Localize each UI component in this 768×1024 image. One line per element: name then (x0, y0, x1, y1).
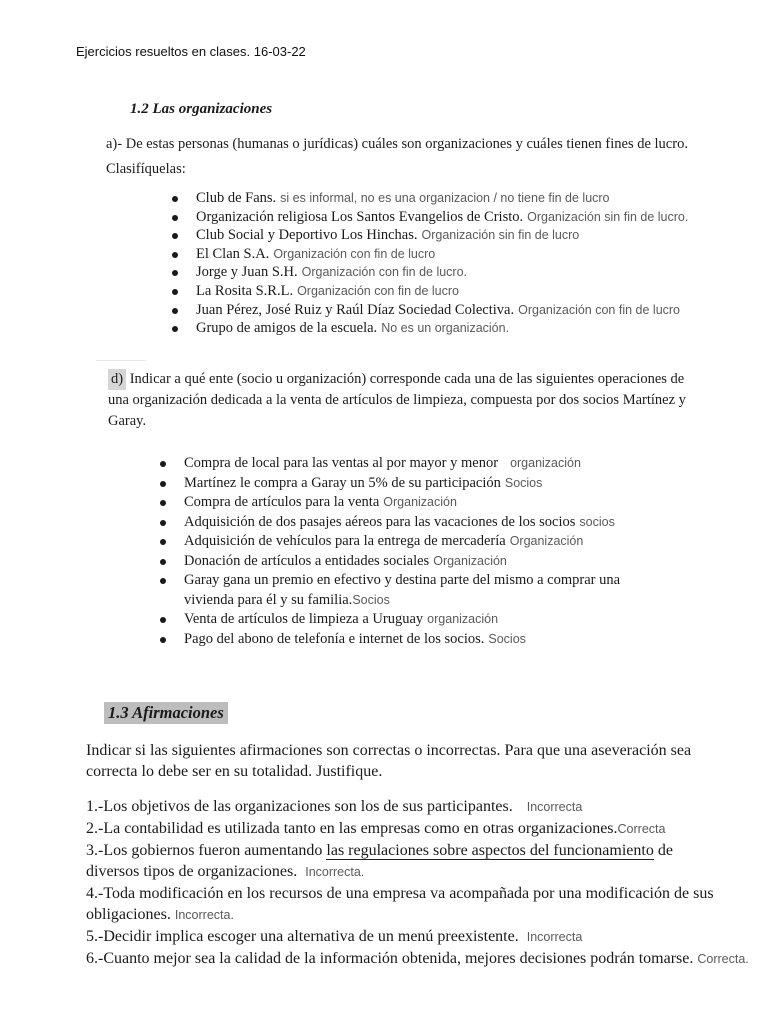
item-text: Club Social y Deportivo Los Hinchas. (196, 227, 418, 244)
item-text: Club de Fans. (196, 190, 277, 206)
document-header: Ejercicios resueltos en clases. 16-03-22 (76, 44, 306, 59)
item-text: Donación de artículos a entidades sociales (184, 552, 430, 569)
item-answer: Organización con fin de lucro (518, 302, 681, 317)
item-text: Martínez le compra a Garay un 5% de su participación (184, 474, 501, 491)
statement-text: 3.-Los gobiernos fueron aumentando (86, 842, 327, 859)
list-item (158, 630, 658, 650)
statement-text: obligaciones. (86, 906, 171, 923)
statement-text: 5.-Decidir implica escoger una alternativa de un menú preexistente. (86, 928, 519, 945)
item-text: Organización religiosa Los Santos Evangelios de Cristo. (196, 208, 524, 225)
item-text: El Clan S.A. (196, 245, 270, 262)
statement-text: 6.-Cuanto mejor sea la calidad de la información obtenida, mejores decisiones podrán tomarse. (86, 950, 694, 967)
item-answer: organización (427, 612, 499, 626)
operations-list (158, 454, 658, 649)
item-text: Grupo de amigos de la escuela. (196, 320, 378, 337)
question-a-classify: Clasifíquelas: (106, 161, 186, 177)
item-text: Compra de artículos para la venta (184, 494, 380, 510)
list-item (170, 282, 688, 301)
bullet-icon (172, 289, 178, 295)
statement-answer: Correcta (617, 822, 666, 836)
bullet-icon (160, 520, 166, 526)
item-answer: Organización con fin de lucro (273, 246, 436, 261)
item-answer: Organización sin fin de lucro. (527, 209, 689, 224)
statement-item-cont (86, 861, 726, 883)
item-answer: Organización sin fin de lucro (421, 228, 580, 243)
bullet-icon (160, 539, 166, 545)
section-1-3-title: 1.3 Afirmaciones (104, 702, 228, 724)
statement-text: 2.-La contabilidad es utilizada tanto en las empresas como en otras organizaciones. (86, 820, 618, 837)
list-item (170, 208, 688, 227)
list-item (170, 319, 688, 338)
list-item (170, 301, 688, 320)
item-text: Adquisición de vehículos para la entrega de mercadería (184, 533, 506, 549)
item-answer: Organización (433, 553, 507, 568)
item-answer: Socios (488, 631, 526, 646)
divider (96, 360, 146, 361)
bullet-icon (172, 233, 178, 239)
question-a-text: a)- De estas personas (humanas o jurídicas) cuáles son organizaciones y cuáles tienen fines de lucro. (106, 136, 688, 152)
statement-item (86, 926, 726, 948)
question-d-text: Indicar a qué ente (socio u organización) corresponde cada una de las siguientes operaciones de una organización dedicada a la venta de artículos de limpieza, compuesta por dos socios Martínez y Garay. (108, 371, 686, 429)
statement-item (86, 883, 726, 904)
statement-text-end: de (653, 842, 673, 859)
bullet-icon (172, 252, 178, 258)
item-text: Adquisición de dos pasajes aéreos para las vacaciones de los socios (184, 513, 576, 530)
organizations-list (170, 189, 688, 338)
bullet-icon (160, 637, 166, 643)
list-item (158, 571, 654, 610)
question-d (108, 369, 688, 432)
bullet-icon (172, 215, 178, 221)
statement-answer: Correcta. (697, 952, 749, 966)
statement-answer: Incorrecta. (174, 908, 234, 922)
statement-answer: Incorrecta (526, 800, 583, 814)
statement-answer: Incorrecta. (305, 865, 365, 879)
bullet-icon (172, 270, 178, 276)
bullet-icon (172, 308, 178, 314)
list-item (170, 245, 688, 264)
item-answer: Socios (352, 592, 390, 607)
list-item (158, 610, 658, 630)
statement-text: 4.-Toda modificación en los recursos de una empresa va acompañada por una modificación de sus (86, 885, 714, 902)
statements-list (86, 796, 749, 970)
statement-text: 1.-Los objetivos de las organizaciones son los de sus participantes. (86, 798, 513, 815)
item-answer: Organización con fin de lucro. (301, 265, 468, 280)
list-item (158, 493, 658, 513)
item-answer: Socios (504, 475, 543, 490)
bullet-icon (172, 326, 178, 332)
list-item (158, 474, 658, 494)
statement-item-cont (86, 904, 726, 926)
item-text: Pago del abono de telefonía e internet de los socios. (184, 630, 485, 647)
item-answer: Organización (383, 495, 457, 509)
bullet-icon (160, 481, 166, 487)
statement-item (86, 840, 726, 861)
item-answer: si es informal, no es una organizacion / no tiene fin de lucro (280, 191, 610, 205)
item-text: Juan Pérez, José Ruiz y Raúl Díaz Sociedad Colectiva. (196, 301, 515, 318)
list-item (158, 552, 658, 572)
statement-underlined: las regulaciones sobre aspectos del funcionamiento (326, 842, 654, 859)
list-item (158, 513, 658, 533)
item-text: Garay gana un premio en efectivo y destina parte del mismo a comprar una vivienda para él y su familia. (184, 572, 621, 608)
section-1-3-intro: Indicar si las siguientes afirmaciones son correctas o incorrectas. Para que una aseveración sea correcta lo debe ser en su totalidad. Justifique. (86, 742, 692, 780)
item-text: Compra de local para las ventas al por mayor y menor (184, 455, 499, 471)
statement-text: diversos tipos de organizaciones. (86, 863, 298, 880)
bullet-icon (172, 196, 178, 202)
statement-answer: Incorrecta (526, 930, 583, 944)
statement-item (86, 948, 749, 970)
question-a (106, 133, 706, 180)
item-text: Venta de artículos de limpieza a Uruguay (184, 611, 424, 627)
list-item (158, 532, 658, 552)
list-item (170, 189, 688, 208)
bullet-icon (160, 617, 166, 623)
statement-item (86, 796, 726, 818)
list-item (170, 263, 688, 282)
bullet-icon (160, 559, 166, 565)
item-text: Jorge y Juan S.H. (196, 264, 298, 281)
bullet-icon (160, 461, 166, 467)
item-answer: organización (510, 456, 581, 470)
bullet-icon (160, 578, 166, 584)
question-d-marker: d) (108, 369, 126, 390)
list-item (170, 226, 688, 245)
list-item (158, 454, 658, 474)
item-answer: Organización (509, 534, 584, 548)
item-answer: Organización con fin de lucro (297, 283, 459, 298)
item-answer: socios (579, 514, 615, 529)
section-1-2-title: 1.2 Las organizaciones (130, 101, 273, 117)
item-answer: No es un organización. (381, 321, 510, 336)
statement-item (86, 818, 726, 840)
item-text: La Rosita S.R.L. (196, 282, 294, 299)
bullet-icon (160, 500, 166, 506)
